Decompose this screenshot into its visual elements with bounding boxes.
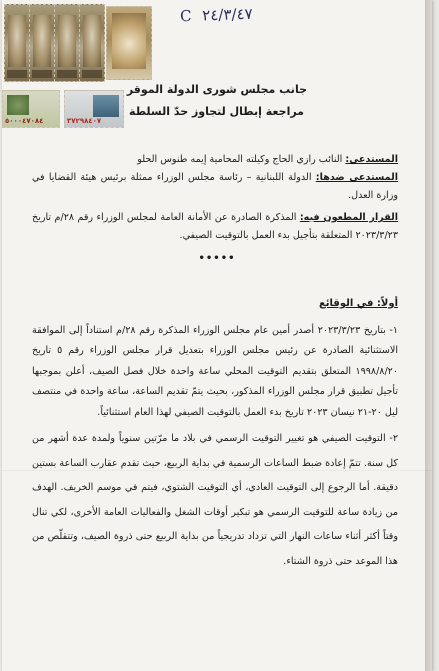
fiscal-stamp — [29, 4, 55, 82]
applicant-label: المستدعي: — [345, 154, 398, 165]
fiscal-stamp-blue — [64, 90, 124, 128]
fiscal-stamps-top — [2, 2, 160, 84]
applicant-line — [32, 151, 398, 169]
decision-text: المذكرة الصادرة عن الأمانة العامة لمجلس الوزراء رقم ٢٨/م تاريخ ٢٠٢٣/٣/٢٣ المتعلقة بتأجيل بدء العمل بالتوقيت الصيفي. — [32, 212, 398, 241]
applicant-text: النائب رازي الحاج وكيلته المحامية إيمه طنوس الحلو — [137, 154, 346, 165]
respondent-text: الدولة اللبنانية – رئاسة مجلس الوزراء ممثلة برئيس هيئة القضايا في وزارة العدل. — [32, 172, 398, 201]
paper-edge — [425, 0, 432, 671]
paragraph-1: ١- بتاريخ ٢٠٢٣/٣/٢٣ أصدر أمين عام مجلس الوزراء المذكرة رقم ٢٨/م استناداً إلى الموافقة الاستثنائية الصادرة عن رئيس مجلس الوزراء بتعديل قرار مجلس الوزراء رقم ٥ تاريخ ١٩٩٨/٨/٢٠ المتعلق بتقديم التوقيت المحلي ساعة واحدة خلال فصل الصيف، أعلن بموجبها تأجيل تطبيق قرار مجلس الوزراء المذكور، بحيث يتمّ تقديم الساعة، ساعة واحدة في منتصف ليل ٢٠-٢١ نيسان ٢٠٢٣ تاريخ بدء العمل بالتوقيت الصيفي لهذا العام استثنائياً. — [32, 325, 399, 418]
case-type-heading: مراجعة إبطال لتجاوز حدّ السلطة — [129, 105, 304, 118]
court-heading: جانب مجلس شورى الدولة الموقر — [126, 83, 307, 96]
document-page — [2, 0, 432, 671]
section-separator: ••••• — [198, 253, 236, 264]
fiscal-stamp — [54, 4, 80, 82]
paper-fold — [2, 470, 432, 471]
challenged-decision-line — [32, 209, 398, 245]
fiscal-stamp-green — [2, 90, 60, 128]
decision-label: القرار المطعون فيه: — [299, 212, 399, 223]
fiscal-stamps-middle — [2, 86, 132, 131]
stamp-number: ٣٧٢٩٨٤٠٧ — [67, 117, 102, 125]
respondent-label: المستدعى ضدها: — [315, 172, 399, 183]
handwritten-reference: C ٢٤/٣/٤٧ — [179, 4, 253, 26]
section-title: أولاً: في الوقائع — [318, 298, 398, 309]
fiscal-stamp — [4, 4, 30, 82]
fiscal-stamp — [79, 4, 105, 82]
respondent-line — [32, 169, 398, 205]
fiscal-stamp — [106, 6, 152, 80]
paragraph-2: ٢- التوقيت الصيفي هو تغيير التوقيت الرسمي في بلاد ما مرّتين سنوياً ولمدة عدة أشهر من كل سنة. تتمّ إعادة ضبط الساعات الرسمية في بداية الربيع، حيث تقدم عقارب الساعة بستين دقيقة. أما الرجوع إلى التوقيت العادي، أي التوقيت الشتوي، فيتم في موسم الخريف. الهدف من زيادة ساعة للتوقيت الرسمي هو تبكير أوقات الشغل والفعاليات العامة الأخرى، لكي تنال وقتاً أكثر أثناء ساعات النهار التي تزداد تدريجياً من بداية الربيع حتى ذروة الصيف، وتتقلّص من هذا الموعد حتى ذروة الشتاء. — [32, 433, 398, 567]
stamp-number: ٥٠٠٠٤٧٠٨٤ — [5, 117, 44, 125]
